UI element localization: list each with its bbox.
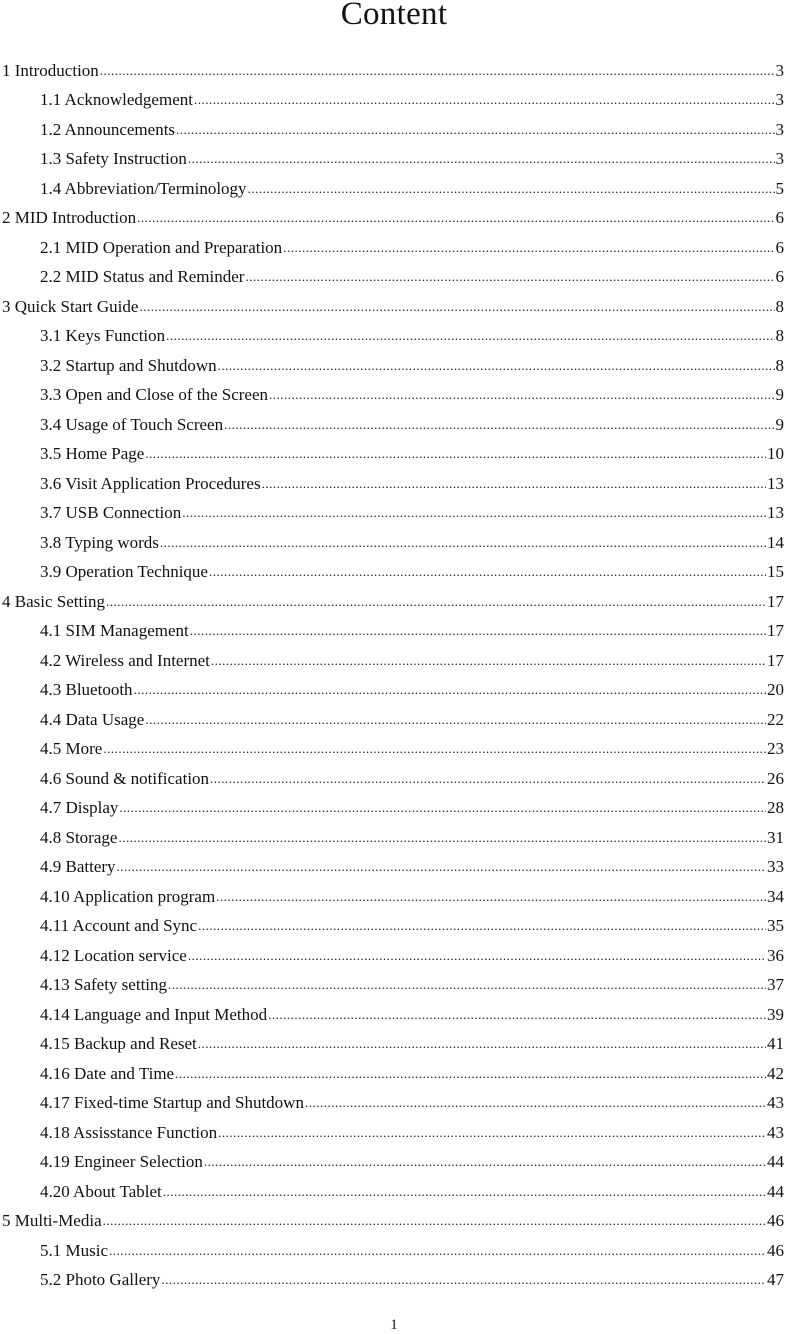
toc-dot-leader	[103, 1210, 766, 1236]
toc-entry[interactable]	[0, 56, 788, 86]
toc-dot-leader	[198, 1033, 766, 1059]
toc-entry-page: 17	[767, 591, 784, 611]
toc-entry-page: 6	[775, 237, 784, 257]
toc-entry-page: 14	[767, 532, 784, 552]
toc-entry-page: 13	[767, 473, 784, 493]
toc-entry[interactable]	[0, 971, 788, 1001]
toc-entry-page: 17	[767, 621, 784, 641]
toc-entry-page: 9	[775, 385, 784, 405]
toc-dot-leader	[262, 473, 766, 499]
toc-dot-leader	[188, 945, 766, 971]
toc-dot-leader	[305, 1092, 766, 1118]
toc-entry[interactable]	[0, 1089, 788, 1119]
toc-entry-label: 3.3 Open and Close of the Screen	[40, 385, 269, 405]
toc-entry-page: 3	[775, 90, 784, 110]
toc-entry-label: 4.15 Backup and Reset	[40, 1034, 197, 1054]
toc-entry-page: 26	[767, 768, 784, 788]
toc-entry-page: 46	[767, 1211, 784, 1231]
toc-entry-page: 33	[767, 857, 784, 877]
toc-dot-leader	[139, 296, 774, 322]
toc-dot-leader	[106, 591, 766, 617]
toc-entry[interactable]	[0, 1059, 788, 1089]
toc-entry-label: 2 MID Introduction	[2, 208, 137, 228]
toc-dot-leader	[160, 532, 766, 558]
toc-entry-page: 8	[775, 296, 784, 316]
toc-dot-leader	[166, 325, 774, 351]
toc-dot-leader	[224, 414, 774, 440]
toc-entry-label: 5.1 Music	[40, 1240, 108, 1260]
toc-entry-page: 15	[767, 562, 784, 582]
toc-entry-page: 28	[767, 798, 784, 818]
toc-dot-leader	[198, 915, 766, 941]
toc-dot-leader	[194, 89, 775, 115]
toc-entry[interactable]	[0, 115, 788, 145]
toc-dot-leader	[134, 679, 766, 705]
toc-entry[interactable]	[0, 233, 788, 263]
toc-entry-page: 37	[767, 975, 784, 995]
toc-entry[interactable]	[0, 676, 788, 706]
toc-entry-label: 4.18 Assisstance Function	[40, 1122, 218, 1142]
toc-entry-page: 46	[767, 1240, 784, 1260]
toc-entry[interactable]	[0, 86, 788, 116]
toc-entry[interactable]	[0, 440, 788, 470]
toc-entry-label: 4.14 Language and Input Method	[40, 1004, 268, 1024]
toc-entry[interactable]	[0, 351, 788, 381]
toc-entry-page: 34	[767, 886, 784, 906]
toc-entry[interactable]	[0, 941, 788, 971]
toc-dot-leader	[216, 886, 766, 912]
toc-entry-label: 3.5 Home Page	[40, 444, 145, 464]
toc-entry-label: 4.6 Sound & notification	[40, 768, 210, 788]
toc-entry-page: 23	[767, 739, 784, 759]
toc-dot-leader	[190, 620, 766, 646]
toc-entry-label: 4.19 Engineer Selection	[40, 1152, 203, 1172]
toc-dot-leader	[188, 148, 775, 174]
toc-entry[interactable]	[0, 558, 788, 588]
toc-entry-page: 5	[775, 178, 784, 198]
toc-entry[interactable]	[0, 823, 788, 853]
table-of-contents	[0, 56, 788, 1295]
toc-entry[interactable]	[0, 174, 788, 204]
toc-dot-leader	[218, 355, 775, 381]
toc-entry-label: 4.4 Data Usage	[40, 709, 145, 729]
toc-entry-label: 3.1 Keys Function	[40, 326, 166, 346]
toc-entry[interactable]	[0, 1030, 788, 1060]
toc-entry-page: 17	[767, 650, 784, 670]
toc-dot-leader	[211, 650, 766, 676]
toc-entry[interactable]	[0, 322, 788, 352]
toc-entry-label: 4 Basic Setting	[2, 591, 105, 611]
toc-entry[interactable]	[0, 617, 788, 647]
toc-entry[interactable]	[0, 145, 788, 175]
toc-entry-page: 36	[767, 945, 784, 965]
toc-dot-leader	[210, 768, 766, 794]
toc-dot-leader	[209, 561, 766, 587]
toc-dot-leader	[100, 60, 775, 86]
toc-entry[interactable]	[0, 1148, 788, 1178]
toc-entry-page: 13	[767, 503, 784, 523]
toc-entry-page: 20	[767, 680, 784, 700]
toc-entry[interactable]	[0, 1177, 788, 1207]
toc-dot-leader	[248, 178, 775, 204]
toc-dot-leader	[103, 738, 766, 764]
toc-entry-label: 4.8 Storage	[40, 827, 118, 847]
toc-entry[interactable]	[0, 1207, 788, 1237]
toc-dot-leader	[137, 207, 774, 233]
toc-entry-label: 3.6 Visit Application Procedures	[40, 473, 261, 493]
toc-entry-label: 4.7 Display	[40, 798, 119, 818]
toc-entry-page: 43	[767, 1093, 784, 1113]
toc-dot-leader	[168, 974, 766, 1000]
toc-entry[interactable]	[0, 794, 788, 824]
toc-dot-leader	[269, 384, 774, 410]
toc-entry[interactable]	[0, 764, 788, 794]
toc-entry[interactable]	[0, 853, 788, 883]
toc-entry[interactable]	[0, 499, 788, 529]
toc-entry[interactable]	[0, 469, 788, 499]
toc-entry-label: 3.8 Typing words	[40, 532, 159, 552]
toc-entry-page: 3	[775, 60, 784, 80]
toc-entry[interactable]	[0, 528, 788, 558]
toc-entry[interactable]	[0, 263, 788, 293]
toc-dot-leader	[245, 266, 774, 292]
toc-entry[interactable]	[0, 587, 788, 617]
toc-entry-page: 8	[775, 355, 784, 375]
toc-entry-label: 1.2 Announcements	[40, 119, 176, 139]
toc-entry[interactable]	[0, 912, 788, 942]
toc-entry-label: 4.17 Fixed-time Startup and Shutdown	[40, 1093, 304, 1113]
toc-entry-label: 4.3 Bluetooth	[40, 680, 133, 700]
toc-entry[interactable]	[0, 1118, 788, 1148]
toc-entry-label: 1.3 Safety Instruction	[40, 149, 187, 169]
toc-dot-leader	[109, 1240, 766, 1266]
toc-entry-page: 35	[767, 916, 784, 936]
toc-entry-page: 43	[767, 1122, 784, 1142]
toc-dot-leader	[204, 1151, 766, 1177]
toc-dot-leader	[161, 1269, 766, 1295]
toc-dot-leader	[182, 502, 766, 528]
toc-entry-label: 4.1 SIM Management	[40, 621, 189, 641]
toc-entry-label: 2.2 MID Status and Reminder	[40, 267, 245, 287]
toc-dot-leader	[145, 443, 766, 469]
toc-entry-label: 3.7 USB Connection	[40, 503, 182, 523]
toc-entry-page: 44	[767, 1152, 784, 1172]
toc-dot-leader	[163, 1181, 766, 1207]
toc-entry-page: 3	[775, 149, 784, 169]
toc-dot-leader	[218, 1122, 766, 1148]
toc-entry[interactable]	[0, 735, 788, 765]
toc-entry-label: 3.2 Startup and Shutdown	[40, 355, 217, 375]
toc-entry[interactable]	[0, 292, 788, 322]
toc-entry-label: 4.10 Application program	[40, 886, 216, 906]
toc-entry-page: 31	[767, 827, 784, 847]
toc-dot-leader	[175, 1063, 766, 1089]
toc-entry-label: 5 Multi-Media	[2, 1211, 102, 1231]
toc-entry[interactable]	[0, 410, 788, 440]
toc-entry-label: 1.4 Abbreviation/Terminology	[40, 178, 247, 198]
toc-entry-label: 4.5 More	[40, 739, 103, 759]
toc-dot-leader	[145, 709, 766, 735]
toc-entry-label: 3.9 Operation Technique	[40, 562, 208, 582]
toc-entry-label: 4.12 Location service	[40, 945, 187, 965]
toc-entry[interactable]	[0, 381, 788, 411]
toc-entry-page: 44	[767, 1181, 784, 1201]
toc-entry[interactable]	[0, 1000, 788, 1030]
toc-entry-page: 42	[767, 1063, 784, 1083]
toc-entry-label: 2.1 MID Operation and Preparation	[40, 237, 283, 257]
toc-entry-label: 4.16 Date and Time	[40, 1063, 175, 1083]
toc-dot-leader	[118, 827, 766, 853]
toc-entry-page: 10	[767, 444, 784, 464]
toc-entry[interactable]	[0, 882, 788, 912]
toc-entry[interactable]	[0, 1266, 788, 1296]
toc-entry-page: 6	[775, 208, 784, 228]
toc-entry-label: 4.13 Safety setting	[40, 975, 168, 995]
toc-entry-page: 9	[775, 414, 784, 434]
toc-dot-leader	[268, 1004, 766, 1030]
toc-entry-page: 22	[767, 709, 784, 729]
toc-entry[interactable]	[0, 204, 788, 234]
toc-entry-page: 41	[767, 1034, 784, 1054]
toc-entry-label: 1 Introduction	[2, 60, 99, 80]
toc-entry-label: 1.1 Acknowledgement	[40, 90, 193, 110]
toc-entry-page: 6	[775, 267, 784, 287]
toc-dot-leader	[176, 119, 774, 145]
toc-entry-label: 4.2 Wireless and Internet	[40, 650, 210, 670]
toc-entry-label: 3 Quick Start Guide	[2, 296, 139, 316]
toc-dot-leader	[283, 237, 774, 263]
toc-entry-page: 8	[775, 326, 784, 346]
toc-entry-label: 4.9 Battery	[40, 857, 116, 877]
toc-dot-leader	[117, 856, 766, 882]
toc-entry-page: 47	[767, 1270, 784, 1290]
toc-entry[interactable]	[0, 646, 788, 676]
toc-dot-leader	[119, 797, 766, 823]
toc-entry-page: 39	[767, 1004, 784, 1024]
toc-entry-label: 4.20 About Tablet	[40, 1181, 162, 1201]
page-title: Content	[340, 0, 448, 32]
toc-entry-page: 3	[775, 119, 784, 139]
page-number: 1	[390, 1317, 398, 1333]
toc-entry[interactable]	[0, 1236, 788, 1266]
toc-entry-label: 5.2 Photo Gallery	[40, 1270, 161, 1290]
toc-entry-label: 4.11 Account and Sync	[40, 916, 198, 936]
toc-entry[interactable]	[0, 705, 788, 735]
toc-entry-label: 3.4 Usage of Touch Screen	[40, 414, 224, 434]
